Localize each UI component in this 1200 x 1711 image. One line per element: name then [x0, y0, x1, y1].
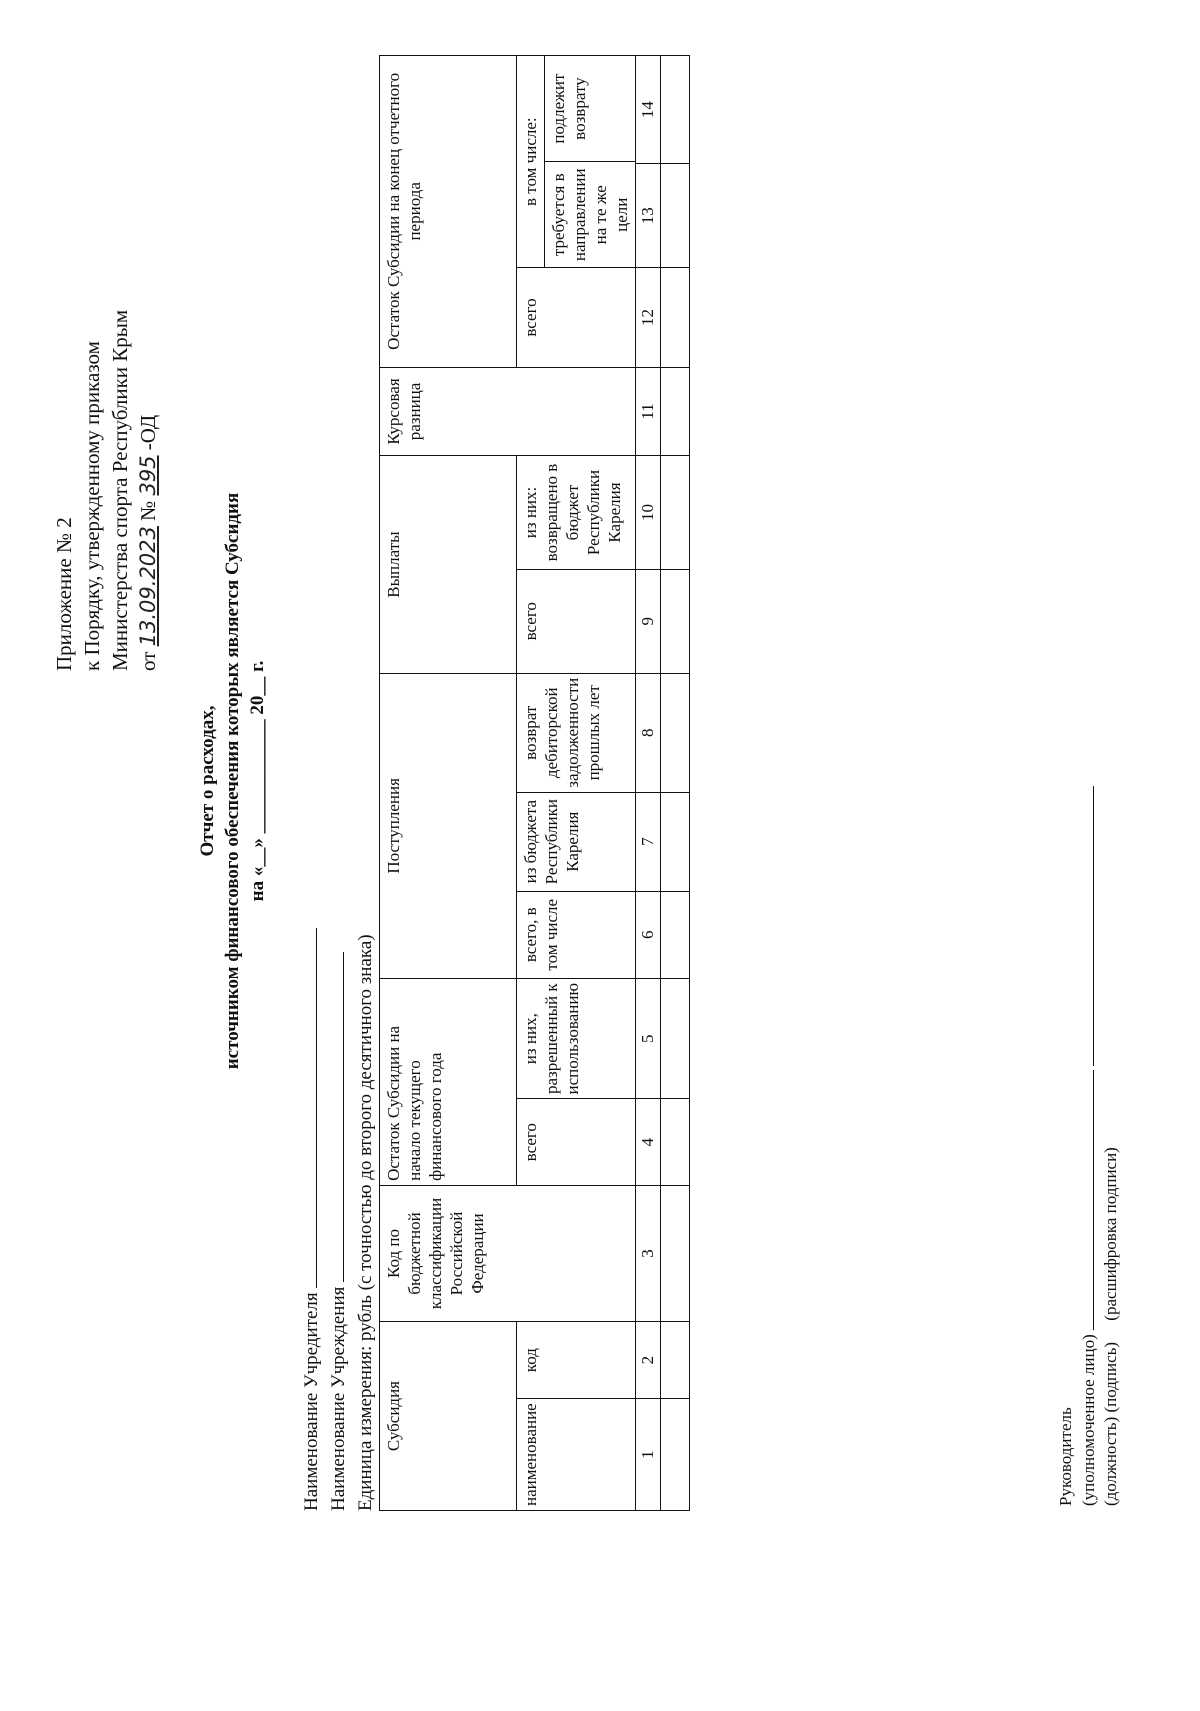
empty-cell	[661, 164, 690, 268]
empty-cell	[661, 1185, 690, 1321]
column-number: 2	[636, 1322, 661, 1399]
sub-code: код	[517, 1322, 636, 1399]
header-payments: Выплаты	[380, 456, 517, 673]
column-number: 5	[636, 978, 661, 1099]
founder-row	[298, 928, 325, 1511]
appendix-suffix: -ОД	[136, 414, 160, 451]
founder-label: Наименование Учредителя	[301, 1292, 322, 1511]
report-table	[379, 55, 690, 1511]
empty-cell	[661, 891, 690, 978]
header-balance-end: Остаток Субсидии на конец отчетного периода	[380, 56, 517, 368]
sub-from-budget: из бюджета Республики Карелия	[517, 792, 636, 891]
appendix-num-sign: №	[136, 500, 160, 521]
column-number: 1	[636, 1399, 661, 1511]
empty-cell	[661, 1399, 690, 1511]
institution-row	[325, 928, 352, 1511]
appendix-block	[50, 310, 162, 671]
sub-total-end: всего	[517, 268, 636, 367]
column-number-row	[636, 56, 661, 1511]
empty-cell	[661, 268, 690, 367]
column-number: 7	[636, 792, 661, 891]
sub-total-start: всего	[517, 1099, 636, 1185]
sub-total-payments: всего	[517, 569, 636, 673]
decoding-label: (расшифровка подписи)	[1101, 1147, 1120, 1321]
header-subsidy: Субсидия	[380, 1322, 517, 1511]
sub-including-split	[545, 56, 635, 267]
column-number: 12	[636, 268, 661, 367]
decoding-line	[1077, 786, 1094, 1066]
organization-block	[298, 928, 379, 1511]
header-receipts: Поступления	[380, 673, 517, 978]
empty-data-row	[661, 56, 690, 1511]
empty-cell	[661, 1099, 690, 1185]
document-title	[195, 181, 270, 1381]
authorized-row	[1077, 786, 1100, 1506]
column-number: 13	[636, 164, 661, 268]
sub-including: в том числе:	[517, 56, 545, 267]
signature-line	[1077, 1070, 1094, 1330]
appendix-prefix: от	[136, 651, 160, 671]
sub-including-group	[517, 56, 636, 268]
appendix-line-2: к Порядку, утвержденному приказом	[80, 341, 104, 671]
empty-cell	[661, 56, 690, 164]
appendix-line-1: Приложение № 2	[52, 517, 76, 671]
empty-cell	[661, 367, 690, 456]
column-number: 9	[636, 569, 661, 673]
appendix-number: 395	[136, 455, 160, 496]
title-line-1: Отчет о расходах,	[197, 705, 218, 857]
column-number: 6	[636, 891, 661, 978]
sub-name: наименование	[517, 1399, 636, 1511]
sub-refund: подлежит возврату	[549, 73, 589, 144]
title-line-3: на «__» ____________ 20__ г.	[247, 660, 268, 902]
sub-total-receipts: всего, в том числе	[517, 891, 636, 978]
sub-return-debt: возврат дебиторской задолженности прошлых лет	[517, 673, 636, 792]
header-exchange-diff: Курсовая разница	[380, 367, 636, 456]
institution-field	[325, 952, 344, 1282]
unit-line: Единица измерения: рубль (с точностью до второго десятичного знака)	[355, 934, 376, 1511]
founder-field	[298, 928, 317, 1288]
column-number: 14	[636, 56, 661, 164]
empty-cell	[661, 673, 690, 792]
header-budget-code: Код по бюджетной классификации Российской Федерации	[380, 1185, 636, 1321]
position-label: (должность) (подпись)	[1101, 1341, 1120, 1506]
column-number: 3	[636, 1185, 661, 1321]
caption-row	[1100, 786, 1122, 1506]
authorized-label: (уполномоченное лицо)	[1079, 1334, 1098, 1506]
appendix-line-4	[134, 310, 162, 671]
sub-returned: из них: возвращено в бюджет Республики Карелия	[517, 456, 636, 569]
sub-allowed: из них, разрешенный к использованию	[517, 978, 636, 1099]
empty-cell	[661, 456, 690, 569]
column-number: 11	[636, 367, 661, 456]
table-header-row	[380, 56, 517, 1511]
header-balance-start: Остаток Субсидии на начало текущего финансового года	[380, 978, 517, 1185]
empty-cell	[661, 792, 690, 891]
column-number: 8	[636, 673, 661, 792]
appendix-line-3: Министерства спорта Республики Крым	[108, 309, 132, 671]
column-number: 4	[636, 1099, 661, 1185]
column-number: 10	[636, 456, 661, 569]
head-label: Руководитель	[1056, 1407, 1075, 1506]
empty-cell	[661, 569, 690, 673]
sub-needed: требуется в направлении на те же цели	[545, 161, 635, 267]
institution-label: Наименование Учреждения	[328, 1286, 349, 1511]
appendix-date: 13.09.2023	[136, 526, 160, 647]
title-line-2: источником финансового обеспечения которых является Субсидия	[222, 492, 243, 1070]
empty-cell	[661, 1322, 690, 1399]
empty-cell	[661, 978, 690, 1099]
signature-block	[1055, 786, 1122, 1506]
